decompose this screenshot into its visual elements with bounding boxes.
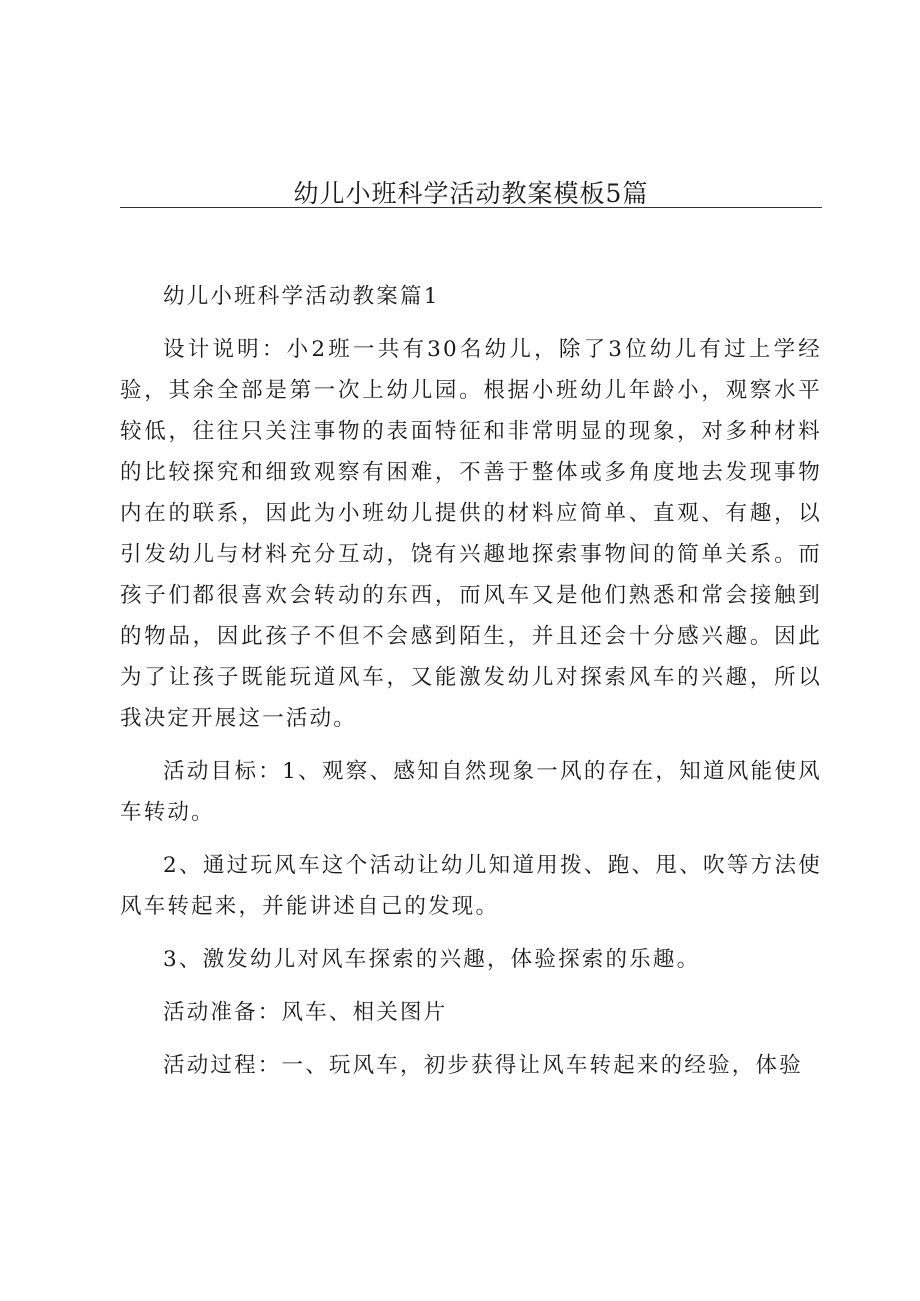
paragraph-activity-process: 活动过程：一、玩风车，初步获得让风车转起来的经验，体验 <box>163 1053 803 1078</box>
paragraph-design-description: 设计说明：小2班一共有30名幼儿，除了3位幼儿有过上学经验，其余全部是第一次上幼儿园。根据小班幼儿年龄小，观察水平较低，往往只关注事物的表面特征和非常明显的现象，对多种材料的比较探究和细致观察有困难，不善于整体或多角度地去发现事物内在的联系，因此为小班幼儿提供的材料应简单、直观、有趣，以引发幼儿与材料充分互动，饶有兴趣地探索事物间的简单关系。而孩子们都很喜欢会转动的东西，而风车又是他们熟悉和常会接触到的物品，因此孩子不但不会感到陌生，并且还会十分感兴趣。因此为了让孩子既能玩道风车，又能激发幼儿对探索风车的兴趣，所以我决定开展这一活动。 <box>120 337 822 731</box>
document-body <box>120 276 822 1098</box>
title-divider <box>120 207 822 208</box>
paragraph-activity-goals: 活动目标：1、观察、感知自然现象一风的存在，知道风能使风车转动。 <box>120 759 822 825</box>
paragraph-activity-preparation: 活动准备：风车、相关图片 <box>163 1000 448 1025</box>
paragraph-goal-3: 3、激发幼儿对风车探索的兴趣，体验探索的乐趣。 <box>163 947 701 972</box>
section-heading: 幼儿小班科学活动教案篇1 <box>163 284 440 309</box>
paragraph-goal-2: 2、通过玩风车这个活动让幼儿知道用拨、跑、甩、吹等方法使风车转起来，并能讲述自己的发现。 <box>120 853 822 919</box>
page-title: 幼儿小班科学活动教案模板5篇 <box>293 179 649 208</box>
